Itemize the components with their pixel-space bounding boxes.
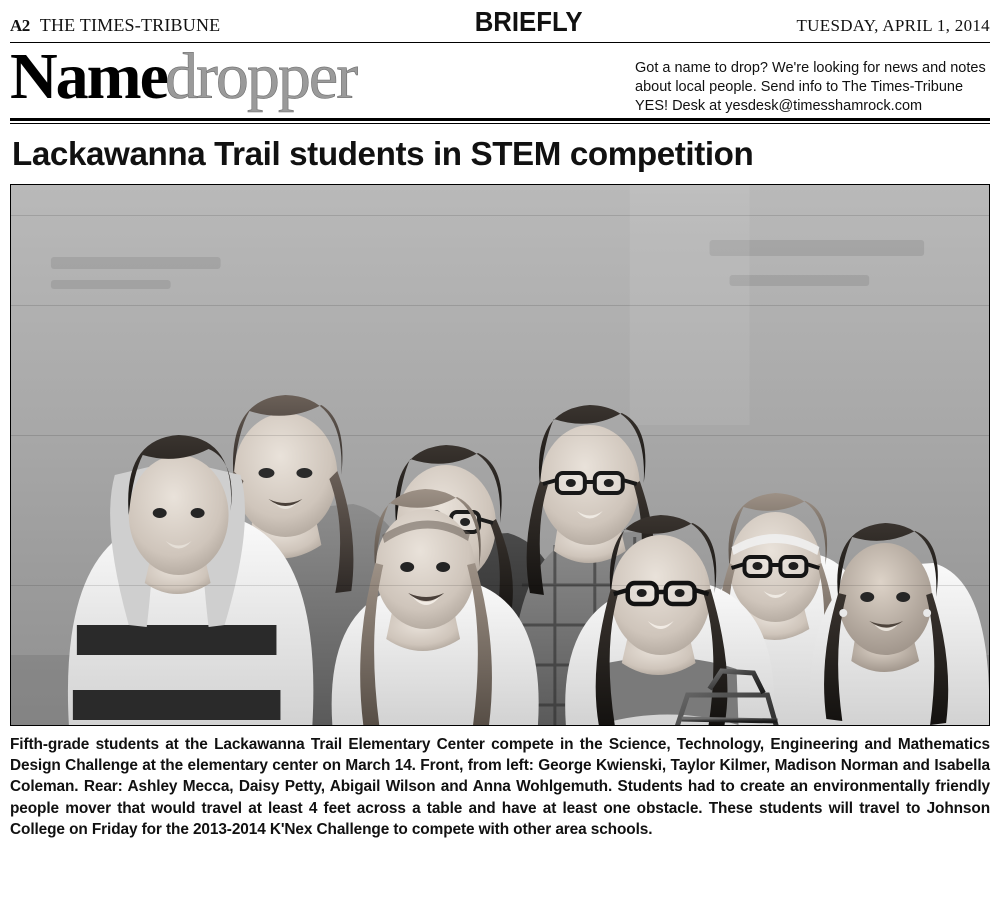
section-label: BRIEFLY <box>474 6 583 37</box>
publication-name: THE TIMES-TRIBUNE <box>39 15 221 35</box>
page-header <box>10 0 990 40</box>
column-flag <box>10 40 990 116</box>
issue-date: TUESDAY, APRIL 1, 2014 <box>796 16 990 35</box>
column-title-name: Name <box>10 40 167 113</box>
page-folio: A2 <box>10 16 30 35</box>
article-photo <box>10 184 990 726</box>
photo-image <box>11 185 989 725</box>
header-left-group <box>10 15 220 36</box>
photo-caption: Fifth-grade students at the Lackawanna Trail Elementary Center compete in the Science, Technology, Engineering and Mathematics Design Challenge at the elementary center on March 14. Front, from left: George Kwienski, Taylor Kilmer, Madison Norman and Isabella Coleman. Rear: Ashley Mecca, Daisy Petty, Abigail Wilson and Anna Wohlgemuth. Students had to create an environmentally friendly people mover that would travel at least 4 feet across a table and have at least one obstacle. These students will travel to Johnson College on Friday for the 2013-2014 K'Nex Challenge to compete with other area schools. <box>10 736 990 838</box>
flag-divider-thick <box>10 118 990 121</box>
column-title-dropper: dropper <box>164 40 357 113</box>
article-headline: Lackawanna Trail students in STEM competition <box>11 136 754 173</box>
column-title <box>10 40 357 113</box>
column-blurb: Got a name to drop? We're looking for news and notes about local people. Send info to The Times-Tribune YES! Desk at yesdesk@timesshamrock.com <box>635 60 986 114</box>
